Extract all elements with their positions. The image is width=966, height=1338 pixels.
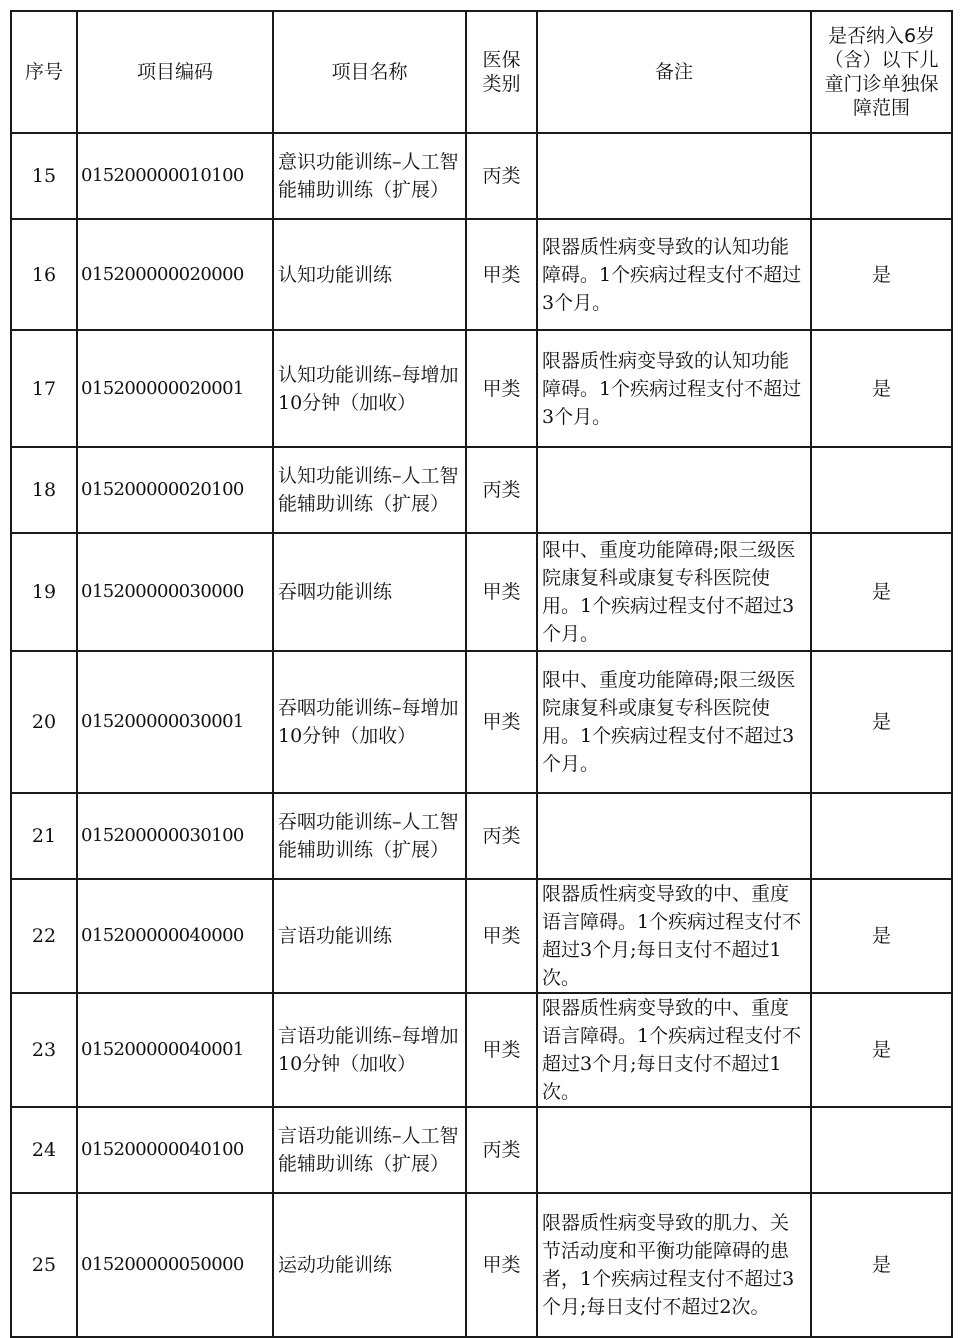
cell-code: 015200000020001: [77, 330, 273, 447]
cell-category: 甲类: [466, 219, 537, 330]
cell-seq: 16: [11, 219, 77, 330]
cell-code: 015200000020000: [77, 219, 273, 330]
cell-category: 丙类: [466, 1107, 537, 1193]
table-row: [11, 219, 952, 330]
cell-child-coverage: 是: [811, 533, 952, 651]
cell-child-coverage: 是: [811, 879, 952, 993]
cell-note: [537, 133, 811, 219]
cell-name: 认知功能训练: [273, 219, 466, 330]
cell-category: 丙类: [466, 447, 537, 533]
cell-category: 丙类: [466, 793, 537, 879]
cell-seq: 21: [11, 793, 77, 879]
cell-note: [537, 1107, 811, 1193]
cell-name: 运动功能训练: [273, 1193, 466, 1337]
cell-code: 015200000030100: [77, 793, 273, 879]
cell-seq: 15: [11, 133, 77, 219]
cell-note: 限器质性病变导致的认知功能障碍。1个疾病过程支付不超过3个月。: [537, 219, 811, 330]
cell-category: 甲类: [466, 533, 537, 651]
cell-category: 甲类: [466, 1193, 537, 1337]
medical-items-table: [10, 10, 953, 1338]
table-row: [11, 447, 952, 533]
cell-note: 限器质性病变导致的中、重度语言障碍。1个疾病过程支付不超过3个月;每日支付不超过1次。: [537, 993, 811, 1107]
cell-seq: 18: [11, 447, 77, 533]
cell-name: 吞咽功能训练–每增加10分钟（加收）: [273, 651, 466, 793]
cell-child-coverage: [811, 447, 952, 533]
cell-child-coverage: 是: [811, 1193, 952, 1337]
cell-code: 015200000040100: [77, 1107, 273, 1193]
header-note: 备注: [537, 11, 811, 133]
cell-note: 限器质性病变导致的肌力、关节活动度和平衡功能障碍的患者，1个疾病过程支付不超过3个月;每日支付不超过2次。: [537, 1193, 811, 1337]
cell-seq: 17: [11, 330, 77, 447]
cell-note: 限中、重度功能障碍;限三级医院康复科或康复专科医院使用。1个疾病过程支付不超过3个月。: [537, 651, 811, 793]
cell-category: 甲类: [466, 879, 537, 993]
cell-note: 限器质性病变导致的认知功能障碍。1个疾病过程支付不超过3个月。: [537, 330, 811, 447]
cell-child-coverage: [811, 133, 952, 219]
cell-child-coverage: [811, 1107, 952, 1193]
header-name: 项目名称: [273, 11, 466, 133]
cell-child-coverage: 是: [811, 219, 952, 330]
cell-child-coverage: [811, 793, 952, 879]
cell-code: 015200000030001: [77, 651, 273, 793]
cell-name: 认知功能训练–人工智能辅助训练（扩展）: [273, 447, 466, 533]
cell-seq: 25: [11, 1193, 77, 1337]
table-row: [11, 879, 952, 993]
header-category: 医保类别: [466, 11, 537, 133]
cell-note: [537, 793, 811, 879]
table-row: [11, 1107, 952, 1193]
cell-code: 015200000020100: [77, 447, 273, 533]
cell-child-coverage: 是: [811, 330, 952, 447]
table-row: [11, 1193, 952, 1337]
cell-note: 限器质性病变导致的中、重度语言障碍。1个疾病过程支付不超过3个月;每日支付不超过1次。: [537, 879, 811, 993]
header-row: [11, 11, 952, 133]
cell-name: 意识功能训练–人工智能辅助训练（扩展）: [273, 133, 466, 219]
header-child-coverage: 是否纳入6岁（含）以下儿童门诊单独保障范围: [811, 11, 952, 133]
cell-name: 吞咽功能训练–人工智能辅助训练（扩展）: [273, 793, 466, 879]
table-row: [11, 651, 952, 793]
cell-name: 吞咽功能训练: [273, 533, 466, 651]
cell-category: 甲类: [466, 993, 537, 1107]
cell-code: 015200000010100: [77, 133, 273, 219]
cell-category: 甲类: [466, 651, 537, 793]
cell-code: 015200000030000: [77, 533, 273, 651]
cell-seq: 24: [11, 1107, 77, 1193]
table-row: [11, 993, 952, 1107]
table-row: [11, 133, 952, 219]
cell-seq: 20: [11, 651, 77, 793]
cell-seq: 23: [11, 993, 77, 1107]
cell-name: 认知功能训练–每增加10分钟（加收）: [273, 330, 466, 447]
cell-code: 015200000050000: [77, 1193, 273, 1337]
table-row: [11, 533, 952, 651]
cell-name: 言语功能训练–人工智能辅助训练（扩展）: [273, 1107, 466, 1193]
cell-name: 言语功能训练: [273, 879, 466, 993]
cell-child-coverage: 是: [811, 993, 952, 1107]
cell-note: 限中、重度功能障碍;限三级医院康复科或康复专科医院使用。1个疾病过程支付不超过3个月。: [537, 533, 811, 651]
cell-category: 甲类: [466, 330, 537, 447]
table-row: [11, 330, 952, 447]
cell-name: 言语功能训练–每增加10分钟（加收）: [273, 993, 466, 1107]
cell-seq: 22: [11, 879, 77, 993]
cell-note: [537, 447, 811, 533]
cell-code: 015200000040001: [77, 993, 273, 1107]
header-code: 项目编码: [77, 11, 273, 133]
cell-seq: 19: [11, 533, 77, 651]
header-seq: 序号: [11, 11, 77, 133]
cell-child-coverage: 是: [811, 651, 952, 793]
table-row: [11, 793, 952, 879]
cell-code: 015200000040000: [77, 879, 273, 993]
cell-category: 丙类: [466, 133, 537, 219]
